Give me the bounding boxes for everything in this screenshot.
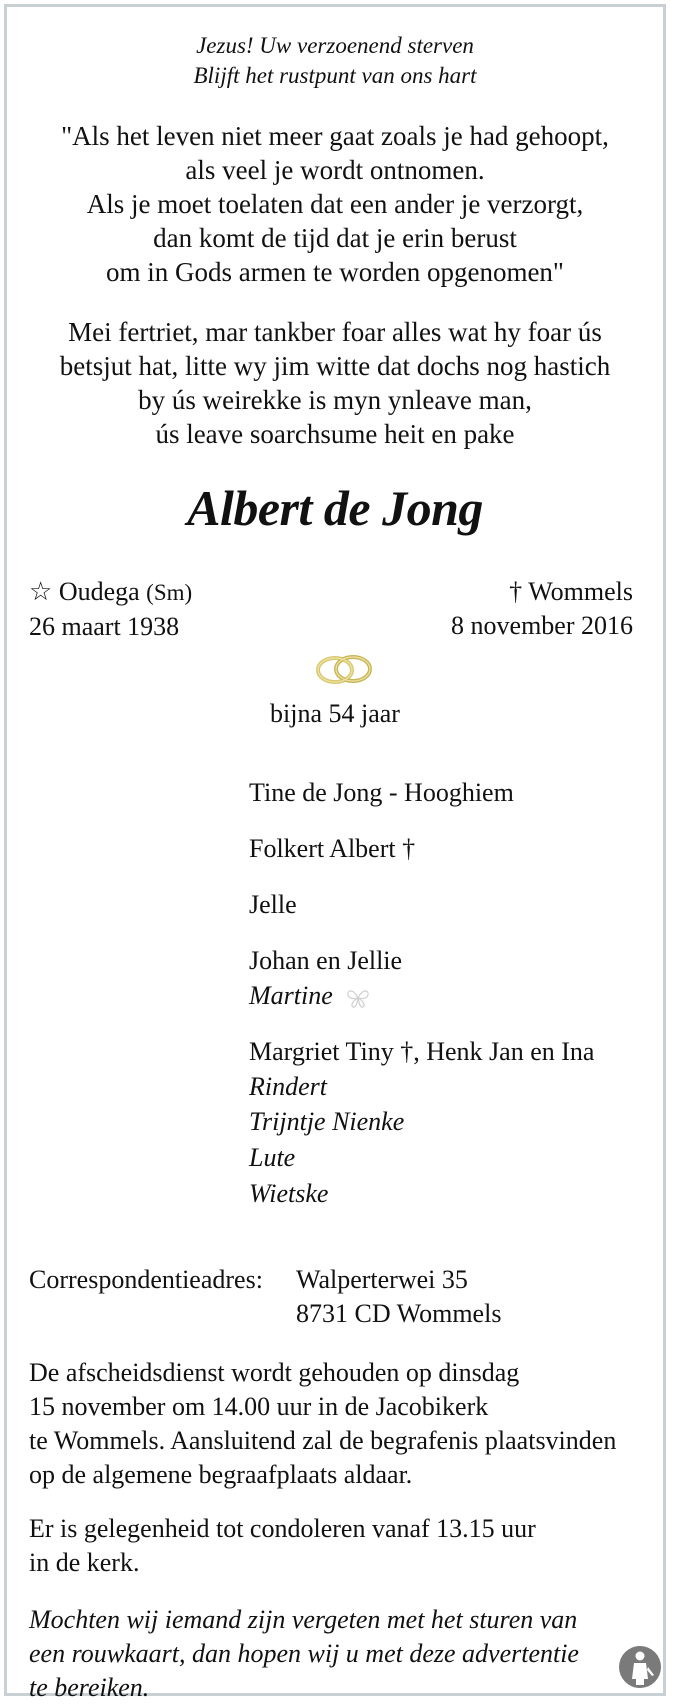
address-street: Walperterwei 35 bbox=[296, 1265, 468, 1294]
announcement-line: betsjut hat, litte wy jim witte dat dochs nog hastich bbox=[59, 351, 611, 381]
service-line: De afscheidsdienst wordt gehouden op dinsdag bbox=[29, 1358, 520, 1387]
family-child: Margriet Tiny †, Henk Jan en Ina bbox=[249, 1037, 595, 1066]
death-place: Wommels bbox=[528, 577, 633, 606]
closing-line: te bereiken. bbox=[29, 1673, 150, 1702]
service-line: op de algemene begraafplaats aldaar. bbox=[29, 1460, 413, 1489]
quote-line: om in Gods armen te worden opgenomen" bbox=[106, 257, 564, 287]
quote-line: dan komt de tijd dat je erin berust bbox=[153, 223, 517, 253]
quote-line: Als je moet toelaten dat een ander je verzorgt, bbox=[86, 189, 584, 219]
poem-quote bbox=[7, 119, 663, 289]
announcement-text bbox=[7, 315, 663, 451]
deceased-name: Albert de Jong bbox=[187, 480, 483, 536]
motto-line: Jezus! Uw verzoenend sterven bbox=[196, 33, 474, 58]
grandchild-name: Trijntje Nienke bbox=[249, 1107, 405, 1136]
motto-line: Blijft het rustpunt van ons hart bbox=[193, 63, 477, 88]
death-date: 8 november 2016 bbox=[451, 611, 633, 640]
announcement-line: Mei fertriet, mar tankber foar alles wat hy foar ús bbox=[68, 317, 602, 347]
marriage-duration: bijna 54 jaar bbox=[270, 699, 400, 728]
birth-date: 26 maart 1938 bbox=[29, 612, 180, 641]
birth-star-icon: ☆ bbox=[29, 577, 53, 606]
condolence-info bbox=[29, 1512, 536, 1580]
closing-line: Mochten wij iemand zijn vergeten met het sturen van bbox=[29, 1605, 578, 1634]
grandchild-name: Rindert bbox=[249, 1072, 327, 1101]
family-child: Johan en Jellie bbox=[249, 946, 403, 975]
condolence-line: Er is gelegenheid tot condoleren vanaf 13.15 uur bbox=[29, 1514, 536, 1543]
closing-note bbox=[29, 1603, 579, 1705]
birth-info bbox=[29, 575, 192, 644]
grandchild-name: Martine bbox=[249, 981, 333, 1010]
service-line: te Wommels. Aansluitend zal de begrafenis plaatsvinden bbox=[29, 1426, 617, 1455]
service-line: 15 november om 14.00 uur in de Jacobikerk bbox=[29, 1392, 489, 1421]
grandchild-name: Lute bbox=[249, 1143, 296, 1172]
family-child: Jelle bbox=[249, 890, 297, 919]
condolence-line: in de kerk. bbox=[29, 1548, 140, 1577]
service-info bbox=[29, 1356, 616, 1492]
wedding-rings-icon bbox=[313, 650, 375, 688]
bible-motto bbox=[7, 31, 663, 91]
announcement-line: by ús weirekke is myn ynleave man, bbox=[138, 385, 532, 415]
quote-line: "Als het leven niet meer gaat zoals je had gehoopt, bbox=[61, 121, 609, 151]
obituary-card bbox=[4, 4, 666, 1702]
butterfly-icon bbox=[345, 986, 371, 1010]
address-city: 8731 CD Wommels bbox=[296, 1299, 502, 1328]
announcement-line: ús leave soarchsume heit en pake bbox=[155, 419, 515, 449]
family-child: Folkert Albert † bbox=[249, 834, 416, 863]
correspondence-label: Correspondentieadres: bbox=[29, 1265, 263, 1294]
death-info bbox=[451, 575, 633, 643]
quote-line: als veel je wordt ontnomen. bbox=[185, 155, 485, 185]
grandchild-name: Wietske bbox=[249, 1179, 329, 1208]
publisher-logo-icon bbox=[618, 1645, 662, 1689]
family-spouse: Tine de Jong - Hooghiem bbox=[249, 778, 514, 807]
birth-place: Oudega bbox=[58, 577, 140, 606]
grandchild-row bbox=[249, 978, 371, 1013]
correspondence-address bbox=[296, 1263, 501, 1331]
closing-line: een rouwkaart, dan hopen wij u met deze advertentie bbox=[29, 1639, 579, 1668]
birth-place-suffix: (Sm) bbox=[146, 580, 193, 605]
death-cross-icon: † bbox=[509, 577, 523, 606]
